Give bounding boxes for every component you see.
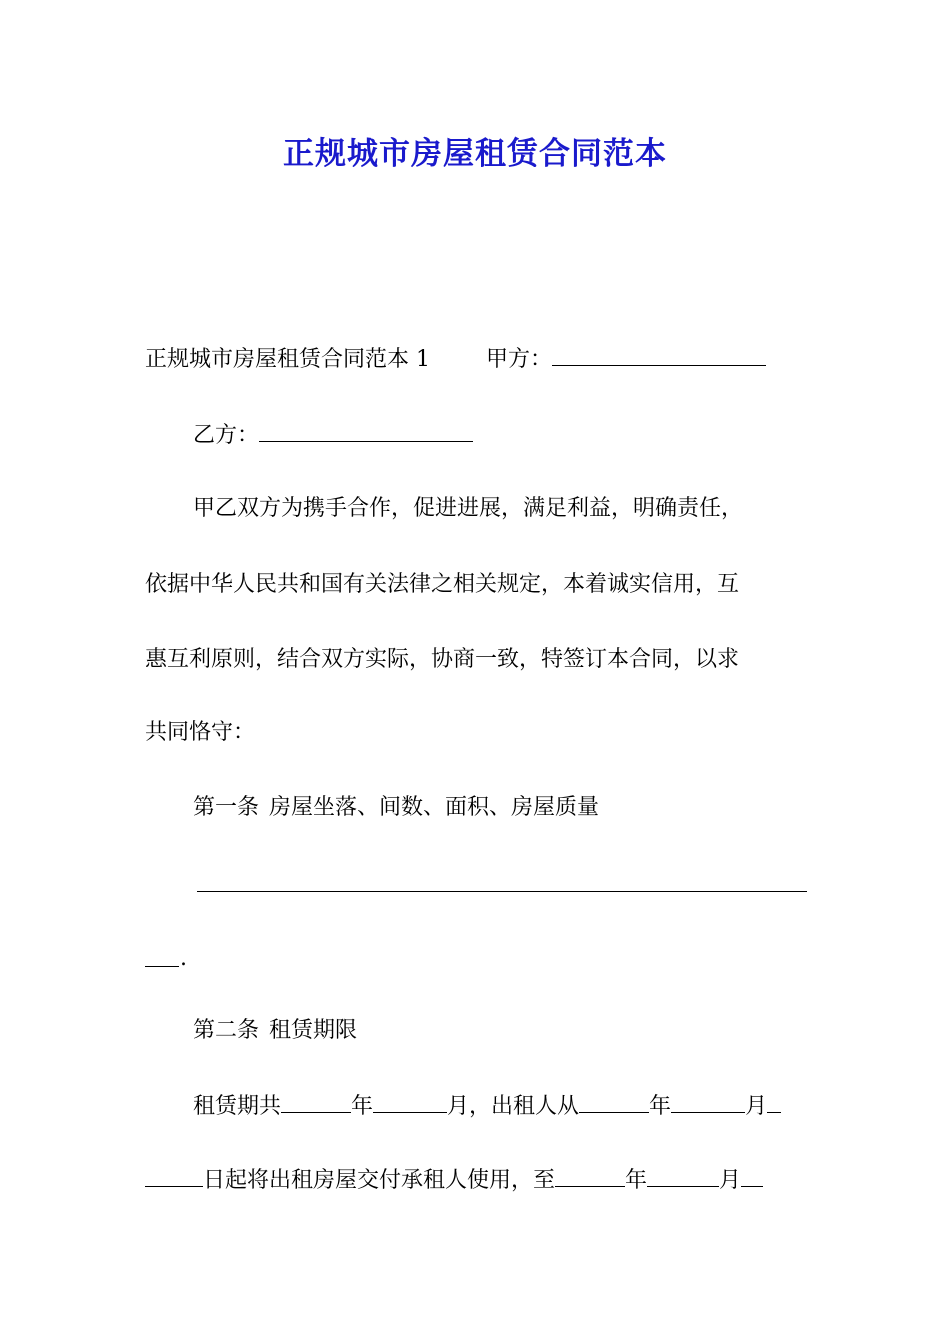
- article-2-title: 租赁期限: [269, 1018, 358, 1043]
- party-b-line: [193, 421, 473, 451]
- article-1-fill-blank: [197, 891, 807, 892]
- month-label: 月: [719, 1168, 742, 1193]
- end-day-blank: [741, 1166, 763, 1187]
- party-a-label: 甲方：: [486, 347, 553, 372]
- page-title: 正规城市房屋租赁合同范本: [283, 136, 667, 172]
- start-month-blank: [671, 1092, 745, 1113]
- end-year-blank: [555, 1166, 625, 1187]
- year-label: 年: [351, 1094, 374, 1119]
- preamble-line-3: 惠互利原则，结合双方实际，协商一致，特签订本合同，以求: [145, 647, 740, 672]
- lease-from-text: 月，出租人从: [447, 1094, 580, 1119]
- lease-term-line-1: [193, 1092, 781, 1122]
- year-label: 年: [649, 1094, 672, 1119]
- contract-header-line: [145, 345, 766, 375]
- article-1-heading: [193, 793, 599, 823]
- party-b-blank: [259, 421, 473, 442]
- year-label: 年: [625, 1168, 648, 1193]
- start-day-blank: [767, 1092, 781, 1113]
- lease-term-line-2: [145, 1166, 763, 1196]
- article-1-title: 房屋坐落、间数、面积、房屋质量: [269, 795, 600, 820]
- month-label: 月: [745, 1094, 768, 1119]
- lease-years-blank: [281, 1092, 351, 1113]
- preamble-line-2: 依据中华人民共和国有关法律之相关规定，本着诚实信用，互: [145, 572, 740, 597]
- start-day-blank-continuation: [145, 1166, 203, 1187]
- party-b-label: 乙方：: [193, 423, 260, 448]
- handover-text: 日起将出租房屋交付承租人使用，至: [203, 1168, 556, 1193]
- article-1-number: 第一条: [193, 795, 260, 820]
- lease-months-blank: [373, 1092, 447, 1113]
- article-2-number: 第二条: [193, 1018, 260, 1043]
- preamble-line-1: 甲乙双方为携手合作，促进进展，满足利益，明确责任，: [193, 496, 744, 521]
- contract-subtitle: 正规城市房屋租赁合同范本 1: [145, 347, 430, 372]
- party-a-blank: [552, 345, 766, 366]
- preamble-line-4: 共同恪守：: [145, 720, 256, 745]
- lease-term-text: 租赁期共: [193, 1094, 282, 1119]
- article-1-fill-blank-continuation: [145, 966, 179, 967]
- end-month-blank: [647, 1166, 719, 1187]
- article-1-end-mark: .: [180, 946, 187, 971]
- article-2-heading: [193, 1016, 357, 1046]
- start-year-blank: [579, 1092, 649, 1113]
